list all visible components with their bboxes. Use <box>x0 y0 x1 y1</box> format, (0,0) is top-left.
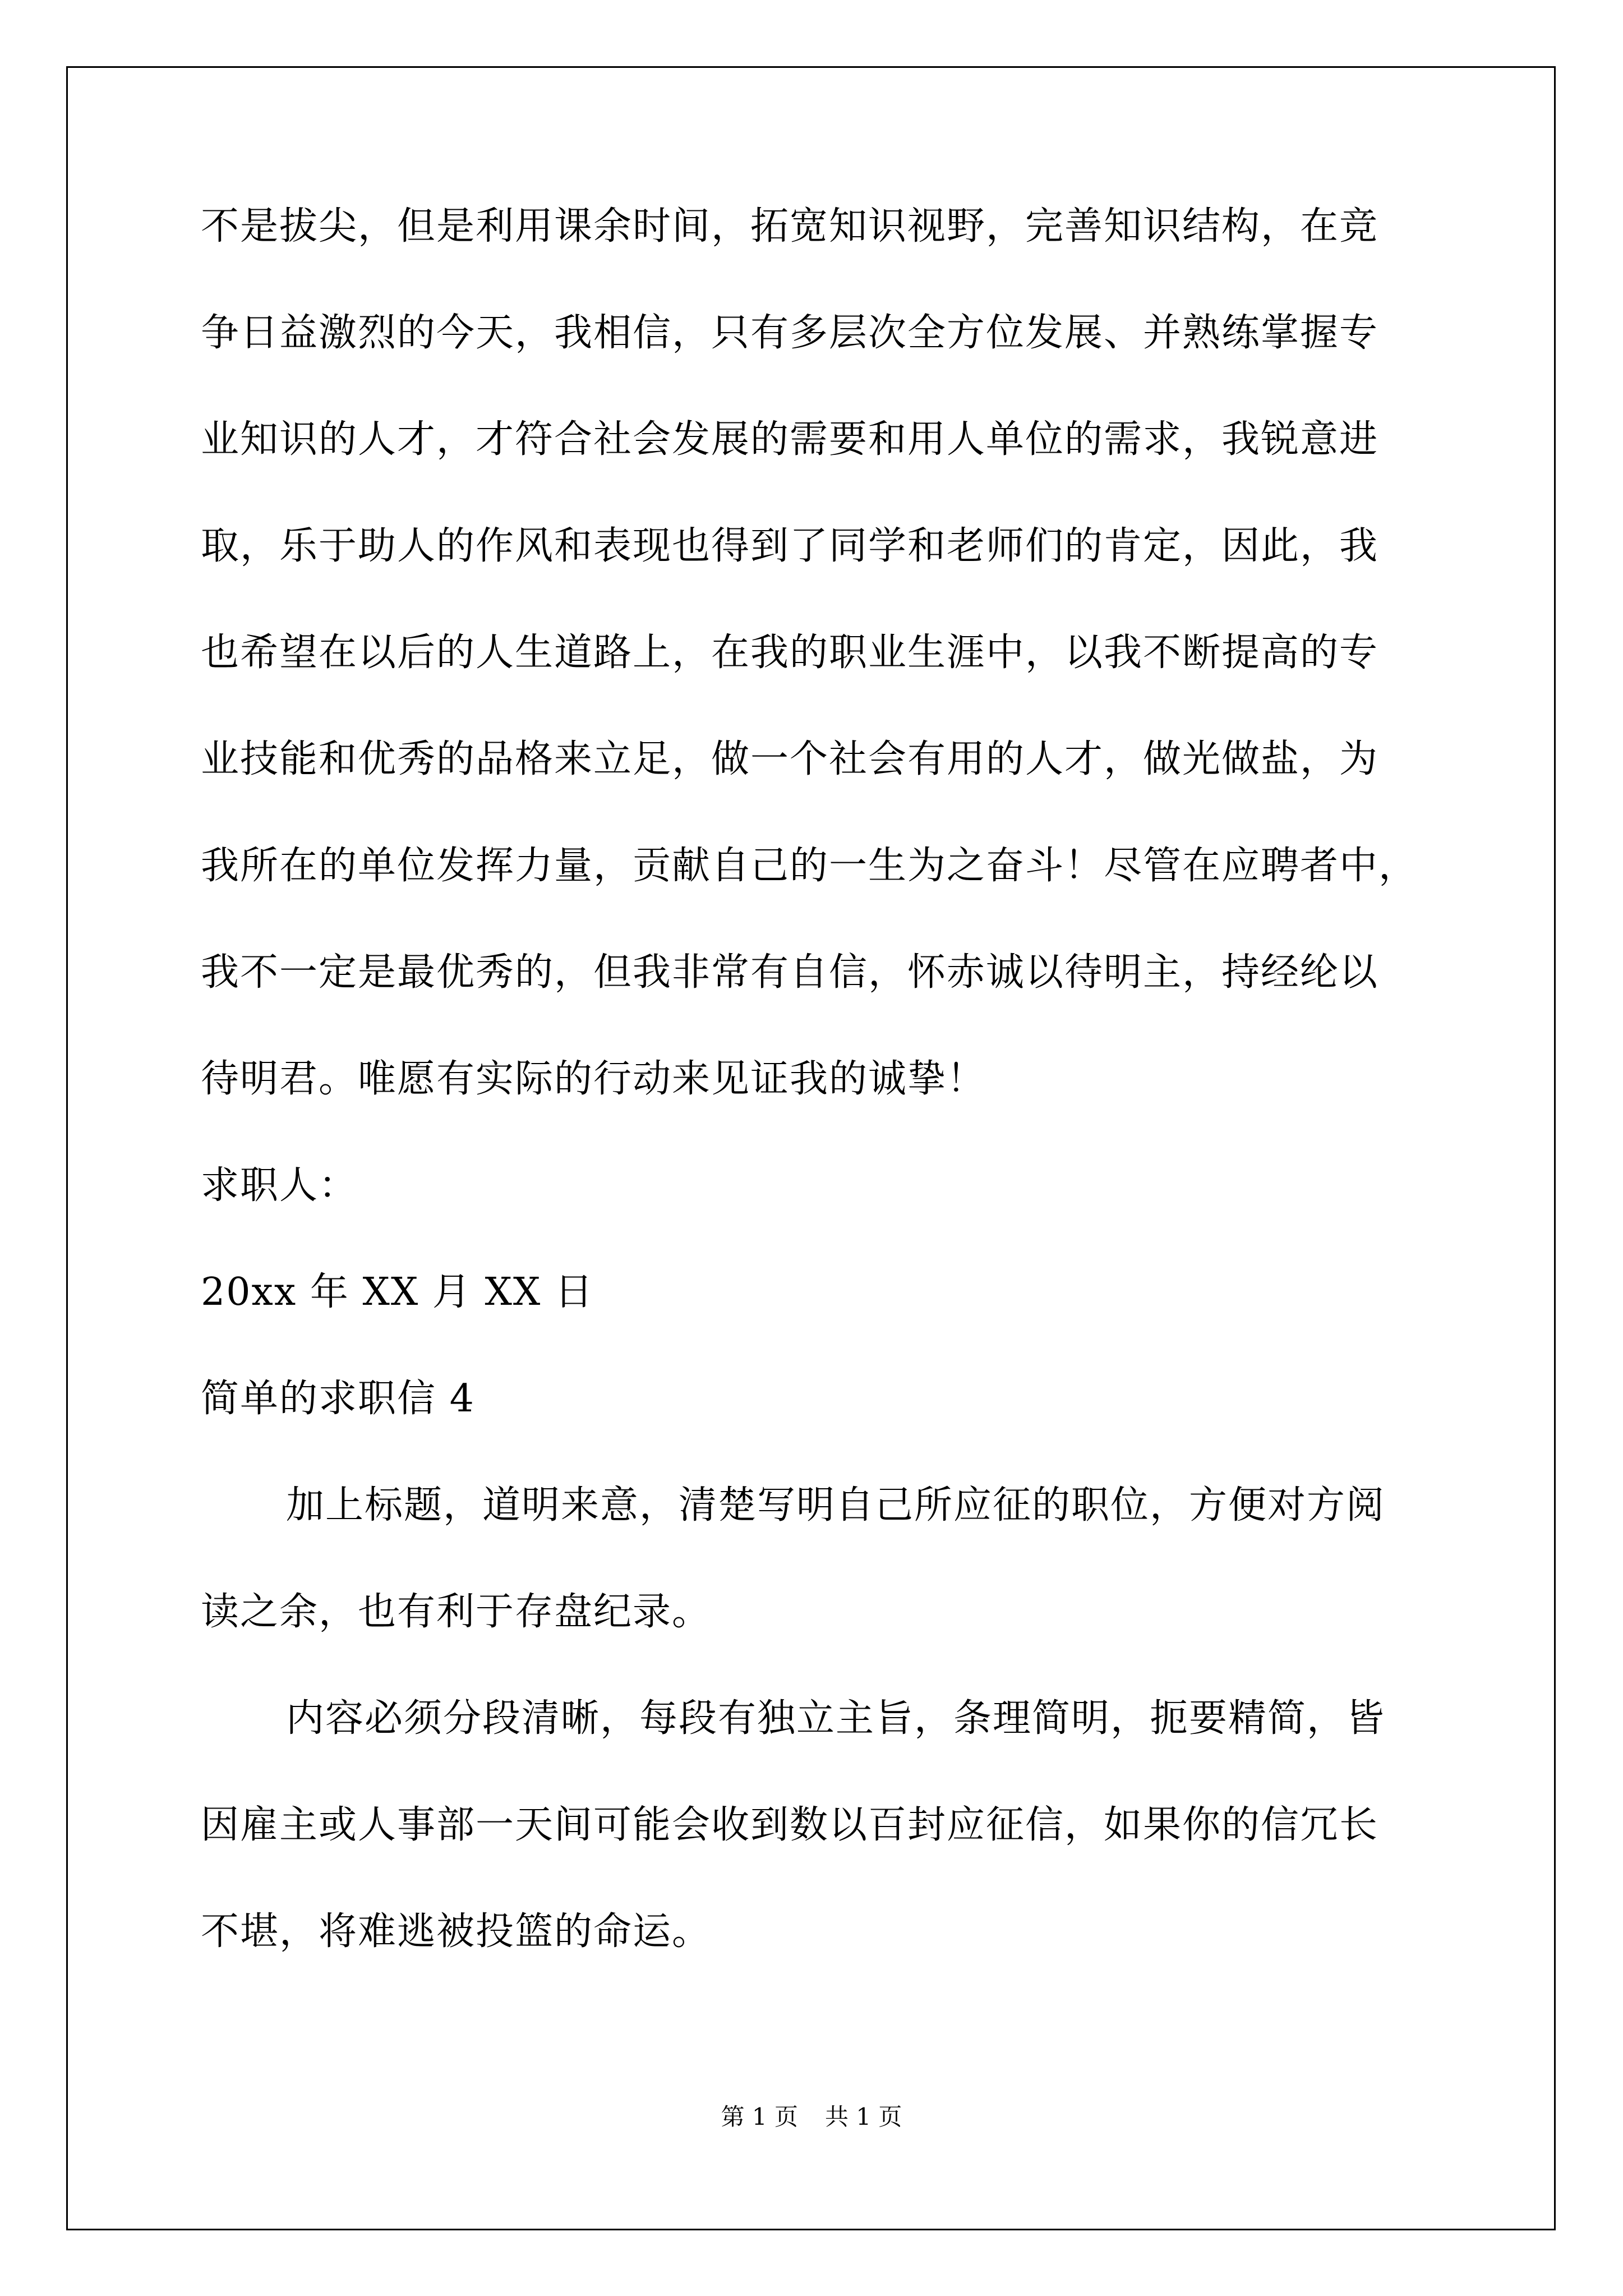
text-line: 我不一定是最优秀的，但我非常有自信，怀赤诚以待明主，持经纶以 <box>201 950 1379 995</box>
page-footer <box>0 2105 1623 2129</box>
text-line: 不堪，将难逃被投篮的命运。 <box>201 1910 712 1954</box>
signature-label: 求职人： <box>201 1163 358 1208</box>
text-line: 读之余，也有利于存盘纪录。 <box>201 1590 712 1634</box>
document-body <box>201 204 1429 2019</box>
text-line: 业技能和优秀的品格来立足，做一个社会有用的人才，做光做盐，为 <box>201 737 1379 781</box>
page-number: 第 1 页 <box>721 2103 798 2131</box>
date-line: 20xx 年 XX 月 XX 日 <box>201 1270 594 1314</box>
text-line: 取，乐于助人的作风和表现也得到了同学和老师们的肯定，因此，我 <box>201 524 1379 568</box>
text-line: 不是拔尖，但是利用课余时间，拓宽知识视野，完善知识结构，在竞 <box>201 204 1379 249</box>
text-line: 我所在的单位发挥力量，贡献自己的一生为之奋斗！尽管在应聘者中， <box>201 844 1418 888</box>
text-line: 也希望在以后的人生道路上，在我的职业生涯中，以我不断提高的专 <box>201 631 1379 675</box>
paragraph-start: 加上标题，道明来意，清楚写明自己所应征的职位，方便对方阅 <box>286 1483 1386 1527</box>
section-heading: 简单的求职信 4 <box>201 1377 475 1421</box>
text-line: 因雇主或人事部一天间可能会收到数以百封应征信，如果你的信冗长 <box>201 1803 1379 1847</box>
paragraph-start: 内容必须分段清晰，每段有独立主旨，条理简明，扼要精简，皆 <box>286 1696 1386 1741</box>
text-line: 待明君。唯愿有实际的行动来见证我的诚挚！ <box>201 1057 986 1101</box>
text-line: 争日益激烈的今天，我相信，只有多层次全方位发展、并熟练掌握专 <box>201 311 1379 355</box>
text-line: 业知识的人才，才符合社会发展的需要和用人单位的需求，我锐意进 <box>201 417 1379 462</box>
page-total: 共 1 页 <box>825 2103 902 2131</box>
